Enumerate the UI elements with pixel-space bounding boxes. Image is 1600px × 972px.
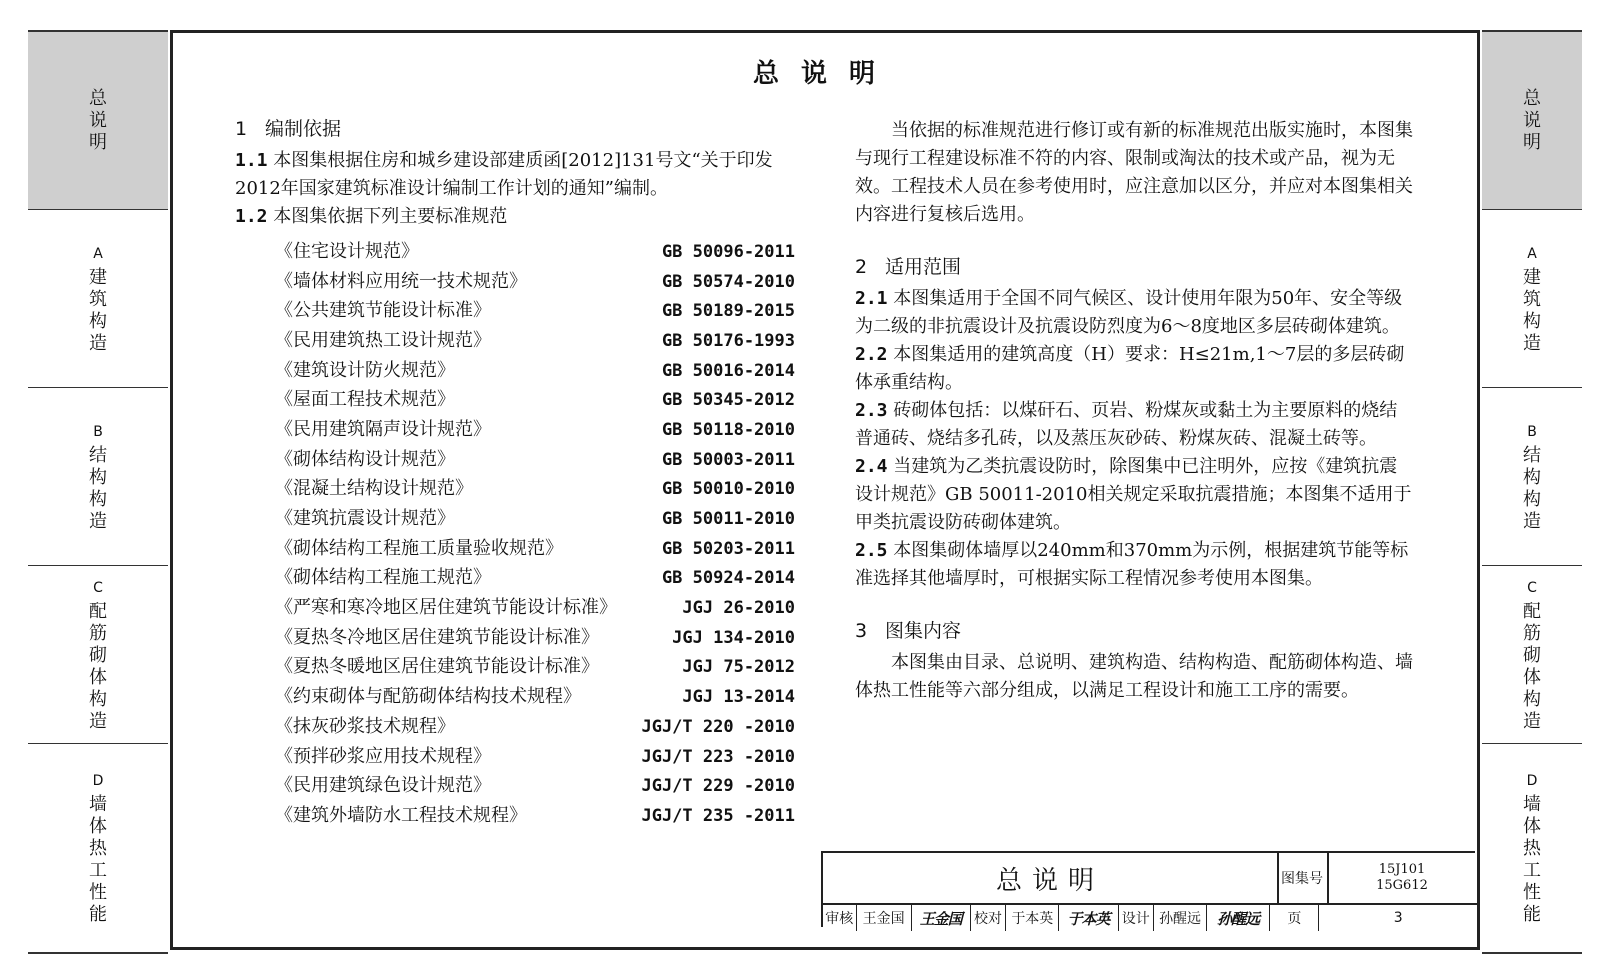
standard-name: 《砌体结构工程施工规范》 [275, 567, 491, 589]
left-tab-5[interactable] [28, 744, 168, 952]
standard-code: JGJ/T 235 -2011 [641, 805, 795, 826]
standard-code: JGJ/T 220 -2010 [641, 716, 795, 737]
clause-number: 2.5 [855, 540, 888, 561]
tab-char: 配 [1523, 600, 1541, 622]
clause-number: 2.2 [855, 344, 888, 365]
clause-text: 本图集适用的建筑高度（H）要求：H≤21m,1～7层的多层砖砌体承重结构。 [855, 344, 1405, 393]
checker-name: 于本英 [1006, 905, 1059, 931]
clause-text: 本图集适用于全国不同气候区、设计使用年限为50年、安全等级为二级的非抗震设计及抗震设防烈度为6～8度地区多层砖砌体建筑。 [855, 288, 1403, 337]
standard-code: GB 50118-2010 [661, 419, 795, 440]
standard-row [235, 296, 795, 326]
tab-letter: B [93, 423, 103, 440]
standard-code: JGJ/T 223 -2010 [641, 746, 795, 767]
standard-code: GB 50345-2012 [661, 390, 795, 411]
paragraph-1-1 [235, 147, 795, 203]
tab-char: 造 [1523, 510, 1541, 532]
standard-code: JGJ 13-2014 [682, 687, 795, 708]
standard-code: JGJ 26-2010 [682, 598, 795, 619]
standard-row [235, 356, 795, 386]
right-tab-strip [1482, 30, 1582, 954]
review-label: 审核 [823, 905, 857, 931]
clause-number: 1.2 [235, 206, 268, 227]
standard-row [235, 267, 795, 297]
tab-letter: D [1526, 773, 1538, 789]
standard-code: GB 50924-2014 [661, 568, 795, 589]
tab-char: 构 [1523, 310, 1541, 332]
tab-char: 体 [1523, 816, 1541, 837]
standard-row [235, 475, 795, 505]
design-label: 设计 [1119, 905, 1154, 931]
tab-char: 说 [1523, 109, 1541, 131]
tab-char: 性 [89, 882, 107, 903]
tab-char: 明 [89, 131, 107, 153]
right-tab-5[interactable] [1482, 744, 1582, 952]
standard-code: GB 50016-2014 [661, 360, 795, 381]
standard-row [235, 534, 795, 564]
standard-code: GB 50096-2011 [661, 241, 795, 262]
tab-char: 筑 [89, 288, 107, 310]
tab-char: 筑 [1523, 288, 1541, 310]
tab-char: 构 [89, 488, 107, 510]
tab-letter: C [93, 579, 103, 596]
right-tab-4[interactable] [1482, 566, 1582, 744]
left-column [235, 113, 795, 831]
clause-2-5 [855, 537, 1415, 593]
section-title: 适用范围 [885, 256, 962, 278]
section-title: 编制依据 [265, 118, 342, 140]
tab-char: 造 [1523, 332, 1541, 354]
standard-name: 《预拌砂浆应用技术规程》 [275, 745, 491, 767]
tab-char: 构 [89, 688, 107, 710]
standard-code: JGJ 134-2010 [672, 627, 795, 648]
standard-name: 《公共建筑节能设计标准》 [275, 300, 491, 322]
tab-char: 构 [1523, 466, 1541, 488]
tab-char: 造 [89, 510, 107, 532]
clause-number: 2.1 [855, 288, 888, 309]
clause-2-2 [855, 341, 1415, 397]
tab-char: 构 [1523, 688, 1541, 710]
standard-name: 《抹灰砂浆技术规程》 [275, 715, 455, 737]
standard-row [235, 771, 795, 801]
tab-letter: A [1527, 245, 1537, 262]
section-number: 3 [855, 620, 868, 642]
tab-char: 性 [1523, 882, 1541, 903]
tab-char: 体 [89, 816, 107, 837]
tab-letter: C [1527, 579, 1537, 596]
standard-row [235, 653, 795, 683]
section-number: 1 [235, 118, 248, 140]
section-3-heading [855, 617, 1415, 645]
set-number-label: 图集号 [1277, 853, 1329, 903]
standard-code: GB 50203-2011 [661, 538, 795, 559]
standard-name: 《屋面工程技术规范》 [275, 389, 455, 411]
clause-text: 当建筑为乙类抗震设防时，除图集中已注明外，应按《建筑抗震设计规范》GB 50011-2010相关规定采取抗震措施；本图集不适用于甲类抗震设防砖砌体建筑。 [855, 456, 1412, 533]
standard-name: 《民用建筑热工设计规范》 [275, 329, 491, 351]
page-number: 3 [1393, 910, 1403, 926]
signature-row [823, 903, 1477, 931]
standard-row [235, 385, 795, 415]
title-block [821, 851, 1475, 927]
standards-list [235, 237, 795, 831]
left-tab-4[interactable] [28, 566, 168, 744]
clause-number: 2.4 [855, 456, 888, 477]
standard-row [235, 623, 795, 653]
standard-code: GB 50003-2011 [661, 449, 795, 470]
tab-char: 配 [89, 600, 107, 622]
standard-code: GB 50176-1993 [661, 330, 795, 351]
section-2-items [855, 285, 1415, 593]
standard-row [235, 445, 795, 475]
standard-name: 《住宅设计规范》 [275, 240, 419, 262]
right-tab-3[interactable] [1482, 388, 1582, 566]
set-code: 15J101 [1378, 862, 1426, 877]
section-1-heading [235, 115, 795, 143]
left-tab-1[interactable] [28, 32, 168, 210]
standard-name: 《夏热冬冷地区居住建筑节能设计标准》 [275, 626, 599, 648]
tab-char: 造 [89, 710, 107, 732]
standard-name: 《约束砌体与配筋砌体结构技术规程》 [275, 686, 581, 708]
clause-number: 1.1 [235, 150, 268, 171]
standard-name: 《严寒和寒冷地区居住建筑节能设计标准》 [275, 597, 617, 619]
standard-row [235, 712, 795, 742]
standard-row [235, 801, 795, 831]
standard-name: 《夏热冬暖地区居住建筑节能设计标准》 [275, 656, 599, 678]
tab-char: 墙 [1523, 794, 1541, 815]
left-tab-strip [28, 30, 168, 954]
tab-char: 热 [89, 838, 107, 859]
tab-char: 总 [89, 87, 107, 109]
left-tab-3[interactable] [28, 388, 168, 566]
set-number [1327, 853, 1477, 903]
tab-char: 构 [1523, 488, 1541, 510]
tab-char: 工 [1523, 860, 1541, 881]
designer-signature: 孙醒远 [1207, 905, 1270, 931]
tab-char: 砌 [1523, 644, 1541, 666]
drawing-frame [170, 30, 1480, 950]
tab-char: 砌 [89, 644, 107, 666]
set-code: 15G612 [1376, 878, 1428, 893]
tab-char: 体 [89, 666, 107, 688]
designer-name: 孙醒远 [1154, 905, 1207, 931]
standard-name: 《建筑设计防火规范》 [275, 359, 455, 381]
standard-name: 《民用建筑隔声设计规范》 [275, 418, 491, 440]
section-3-text: 本图集由目录、总说明、建筑构造、结构构造、配筋砌体构造、墙体热工性能等六部分组成，以满足工程设计和施工工序的需要。 [855, 652, 1413, 701]
standard-code: JGJ 75-2012 [682, 657, 795, 678]
tab-char: 说 [89, 109, 107, 131]
tab-char: 结 [1523, 444, 1541, 466]
tab-char: 建 [1523, 266, 1541, 288]
tab-char: 构 [89, 310, 107, 332]
reviewer-signature: 王金国 [912, 905, 971, 931]
standard-row [235, 504, 795, 534]
tab-char: 结 [89, 444, 107, 466]
tab-char: 体 [1523, 666, 1541, 688]
tab-char: 筋 [89, 622, 107, 644]
section-title: 图集内容 [885, 620, 962, 642]
standard-name: 《砌体结构工程施工质量验收规范》 [275, 537, 563, 559]
standard-row [235, 742, 795, 772]
tab-letter: D [92, 773, 104, 789]
standard-row [235, 326, 795, 356]
clause-number: 2.3 [855, 400, 888, 421]
tab-char: 筋 [1523, 622, 1541, 644]
tab-char: 总 [1523, 87, 1541, 109]
tab-char: 能 [89, 904, 107, 925]
standard-name: 《混凝土结构设计规范》 [275, 478, 473, 500]
tab-char: 明 [1523, 131, 1541, 153]
tab-char: 工 [89, 860, 107, 881]
tab-char: 热 [1523, 838, 1541, 859]
tab-char: 建 [89, 266, 107, 288]
standard-row [235, 237, 795, 267]
tab-char: 构 [89, 466, 107, 488]
right-tab-1[interactable] [1482, 32, 1582, 210]
paragraph-1-2 [235, 203, 795, 231]
tab-letter: A [93, 245, 103, 262]
clause-2-1 [855, 285, 1415, 341]
standard-code: GB 50011-2010 [661, 509, 795, 530]
standard-name: 《砌体结构设计规范》 [275, 448, 455, 470]
standard-row [235, 415, 795, 445]
standard-name: 《建筑外墙防水工程技术规程》 [275, 804, 527, 826]
clause-2-4 [855, 453, 1415, 537]
page-label: 页 [1270, 905, 1319, 931]
clause-2-3 [855, 397, 1415, 453]
right-tab-2[interactable] [1482, 210, 1582, 388]
standard-row [235, 682, 795, 712]
intro-paragraph: 当依据的标准规范进行修订或有新的标准规范出版实施时，本图集与现行工程建设标准不符的内容、限制或淘汰的技术或产品，视为无效。工程技术人员在参考使用时，应注意加以区分，并应对本图集相关内容进行复核后选用。 [855, 120, 1413, 225]
checker-signature: 于本英 [1059, 905, 1118, 931]
left-tab-2[interactable] [28, 210, 168, 388]
clause-text: 本图集砌体墙厚以240mm和370mm为示例，根据建筑节能等标准选择其他墙厚时，可根据实际工程情况参考使用本图集。 [855, 540, 1409, 589]
standard-row [235, 564, 795, 594]
tab-char: 墙 [89, 794, 107, 815]
standard-code: GB 50010-2010 [661, 479, 795, 500]
title-block-name: 总说明 [823, 853, 1279, 903]
tab-char: 造 [89, 332, 107, 354]
clause-text: 本图集根据住房和城乡建设部建质函[2012]131号文“关于印发2012年国家建筑标准设计编制工作计划的通知”编制。 [235, 150, 773, 199]
standard-code: GB 50574-2010 [661, 271, 795, 292]
standard-name: 《民用建筑绿色设计规范》 [275, 775, 491, 797]
page-title: 总说明 [752, 59, 897, 89]
tab-letter: B [1527, 423, 1537, 440]
check-label: 校对 [971, 905, 1006, 931]
section-2-heading [855, 253, 1415, 281]
reviewer-name: 王金国 [857, 905, 912, 931]
standard-name: 《墙体材料应用统一技术规范》 [275, 270, 527, 292]
clause-text: 本图集依据下列主要标准规范 [273, 206, 508, 227]
standard-row [235, 593, 795, 623]
tab-char: 造 [1523, 710, 1541, 732]
section-number: 2 [855, 256, 868, 278]
tab-char: 能 [1523, 904, 1541, 925]
standard-code: JGJ/T 229 -2010 [641, 776, 795, 797]
standard-code: GB 50189-2015 [661, 301, 795, 322]
clause-text: 砖砌体包括：以煤矸石、页岩、粉煤灰或黏土为主要原料的烧结普通砖、烧结多孔砖，以及蒸压灰砂砖、粉煤灰砖、混凝土砖等。 [855, 400, 1398, 449]
right-column [855, 117, 1415, 705]
standard-name: 《建筑抗震设计规范》 [275, 508, 455, 530]
